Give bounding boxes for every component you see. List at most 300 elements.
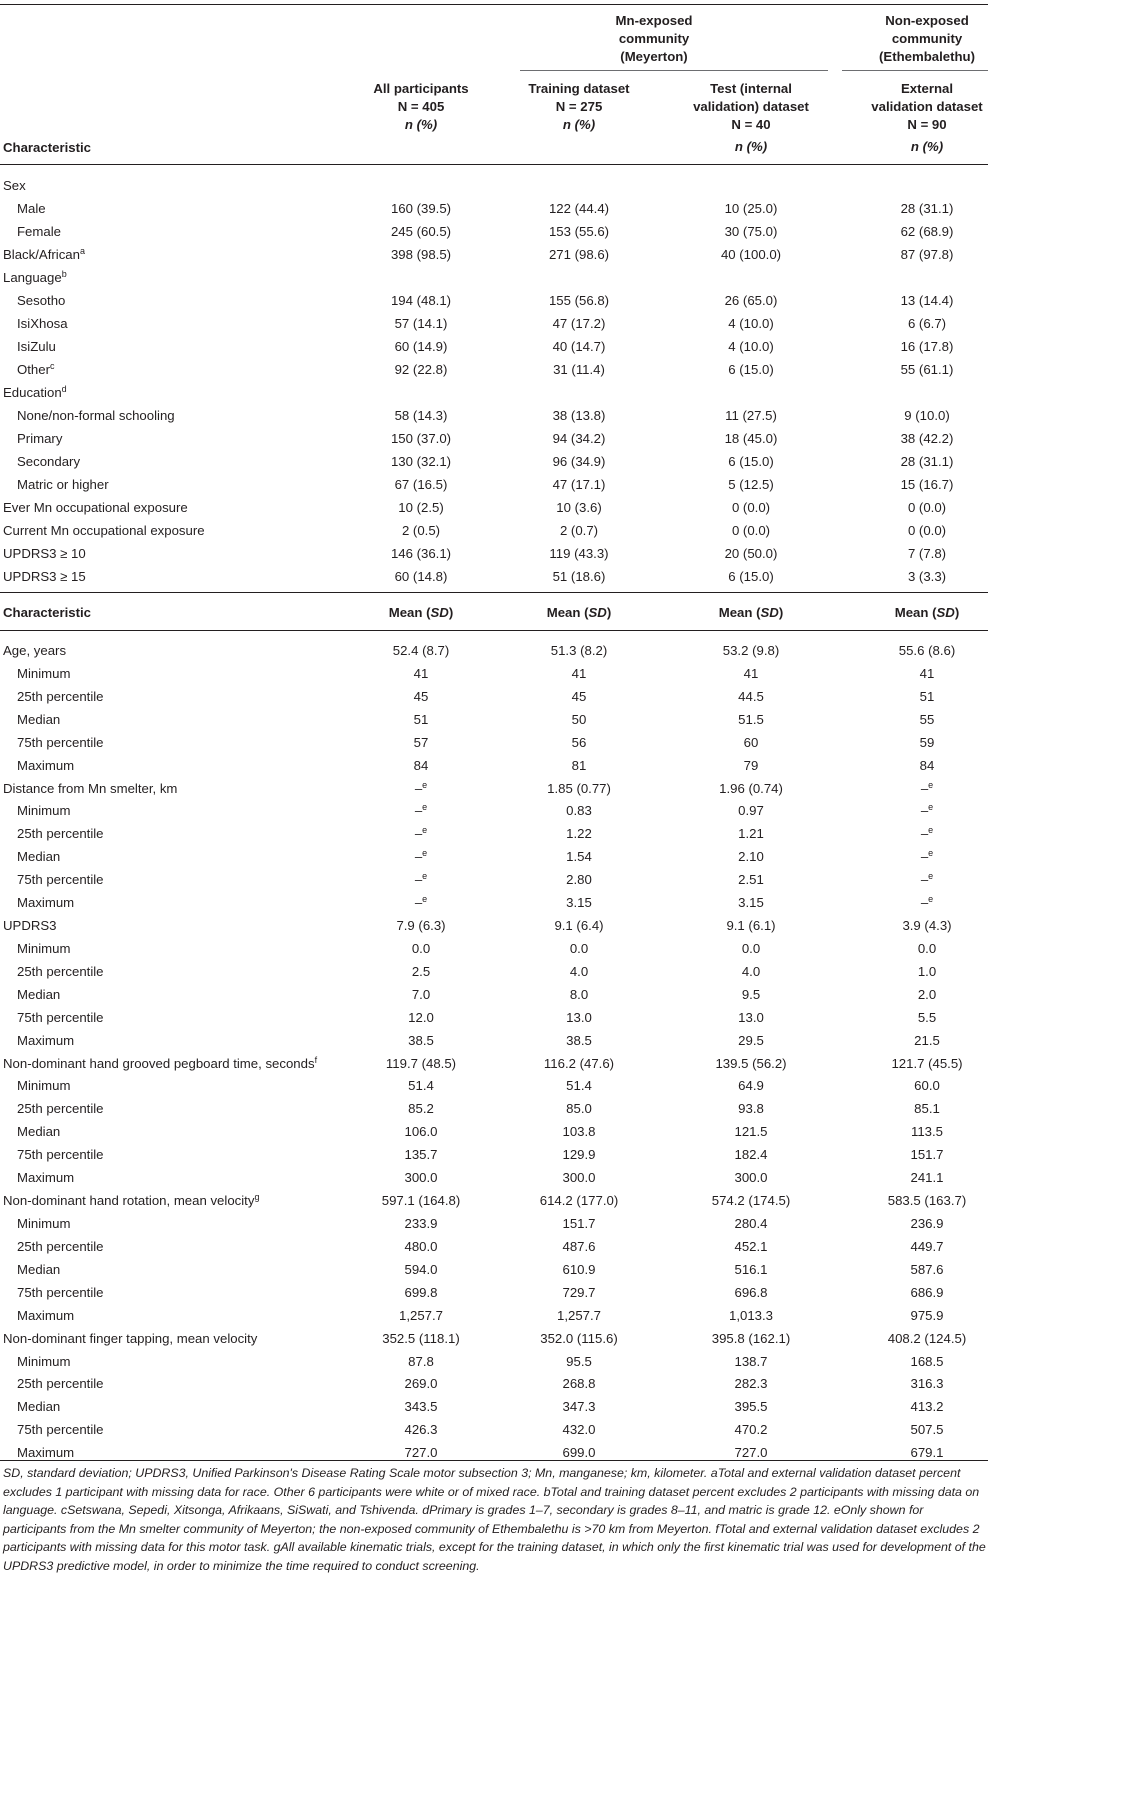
- section1-row-label: [17, 314, 68, 333]
- section2-row-value: 0.0: [411, 940, 431, 956]
- section2-row-value: 182.4: [734, 1147, 768, 1163]
- section1-row-value: 130 (32.1): [390, 454, 452, 469]
- section2-row-value: 975.9: [910, 1307, 944, 1323]
- section2-row-value: 93.8: [738, 1101, 764, 1117]
- section1-row-value: 122 (44.4): [548, 201, 610, 216]
- section2-row-value: 4.0: [741, 963, 761, 979]
- section1-row-value: 18 (45.0): [724, 431, 778, 446]
- section1-row-value: 20 (50.0): [724, 546, 778, 561]
- section2-row-value: 426.3: [404, 1422, 438, 1438]
- section2-row-label: [3, 1329, 257, 1348]
- section2-row-value: 121.5: [734, 1124, 768, 1140]
- section2-row-value: 699.0: [562, 1445, 596, 1461]
- section2-row-value: 139.5 (56.2): [715, 1055, 787, 1071]
- row-label-text: Minimum: [17, 1078, 71, 1094]
- section2-row-value: 59: [919, 734, 935, 750]
- section1-row-value: 153 (55.6): [548, 224, 610, 239]
- section2-row-value: 5.5: [917, 1009, 937, 1025]
- row-label-text: Non-dominant hand rotation, mean velocity: [3, 1193, 255, 1209]
- section2-row-value: 282.3: [734, 1376, 768, 1392]
- section2-row-label: [17, 1031, 74, 1050]
- row-label-text: 25th percentile: [17, 826, 104, 842]
- row-label-text: IsiXhosa: [17, 316, 68, 331]
- section1-row-label: [3, 245, 85, 264]
- section2-row-label: [17, 870, 104, 889]
- section2-row-value: 727.0: [404, 1445, 438, 1461]
- footnote-marker: f: [314, 1054, 318, 1065]
- section1-row-value: 16 (17.8): [900, 339, 954, 354]
- section2-row-label: [17, 1237, 104, 1256]
- section2-row-value: 1.21: [738, 826, 764, 842]
- section1-row-label: [3, 268, 67, 287]
- section2-row-label: [17, 939, 70, 958]
- section2-row-value: 1.0: [917, 963, 937, 979]
- section2-row-value: 87.8: [408, 1353, 434, 1369]
- row-label-text: Maximum: [17, 757, 75, 773]
- section2-row-value: 395.5: [734, 1399, 768, 1415]
- row-label-text: Median: [17, 711, 61, 727]
- section1-row-value: 47 (17.2): [552, 316, 606, 331]
- section2-row-value: 45: [571, 688, 587, 704]
- section1-row-value: 60 (14.9): [394, 339, 448, 354]
- mid-rule-2: [0, 630, 988, 631]
- row-label-text: Black/African: [3, 247, 80, 262]
- section2-row-value: 57: [413, 734, 429, 750]
- section2-row-value: –$^e$: [414, 894, 428, 911]
- section1-row-value: 9 (10.0): [904, 408, 950, 423]
- section1-row-label: [17, 337, 56, 356]
- row-label-text: 25th percentile: [17, 1101, 104, 1117]
- footnote-text: SD, standard deviation; UPDRS3, Unified Parkinson's Disease Rating Scale motor subsection 3; Mn, manganese; km, kilometer. aTotal and external validation dataset percent excludes 1 participant with missing data for race. Other 6 participants were white or of mixed race. bTotal and training dataset percent excludes 2 participants with missing data on language. cSetswana, Sepedi, Xitsonga, Afrikaans, SiSwati, and Tshivenda. dPrimary is grades 1–7, secondary is grades 8–11, and matric is grade 12. eOnly shown for participants from the Mn smelter community of Meyerton; the non-exposed community of Ethembalethu is >70 km from Meyerton. fTotal and external validation dataset excludes 2 participants with missing data for this motor task. gAll available kinematic trials, except for the training dataset, in which only the first kinematic trial was used for development of the UPDRS3 predictive model, in order to minimize the time required to conduct screening.: [3, 1466, 986, 1573]
- section1-row-value: 40 (100.0): [720, 247, 782, 262]
- section1-row-value: 4 (10.0): [728, 316, 774, 331]
- section1-row-label: [3, 176, 26, 195]
- section2-row-label: [17, 1122, 60, 1141]
- section1-row-value: 4 (10.0): [728, 339, 774, 354]
- section2-row-value: 29.5: [738, 1032, 764, 1048]
- section2-row-label: [17, 824, 104, 843]
- section1-row-value: 26 (65.0): [724, 293, 778, 308]
- section2-row-value: 116.2 (47.6): [543, 1055, 615, 1071]
- section2-row-value: 44.5: [738, 688, 764, 704]
- row-label-text: Non-dominant hand grooved pegboard time, seconds: [3, 1055, 315, 1071]
- footnote-marker: e: [928, 848, 934, 859]
- row-label-text: Median: [17, 986, 61, 1002]
- row-label-text: Minimum: [17, 803, 71, 819]
- section1-row-value: 119 (43.3): [549, 546, 609, 561]
- section2-row-label: [17, 893, 74, 912]
- row-label-text: UPDRS3 ≥ 15: [3, 569, 86, 584]
- section2-row-value: –$^e$: [920, 871, 934, 888]
- row-label-text: 25th percentile: [17, 963, 104, 979]
- section1-row-value: 38 (42.2): [900, 431, 954, 446]
- section1-row-label: [17, 429, 62, 448]
- section2-row-value: 352.5 (118.1): [382, 1330, 460, 1346]
- row-label-text: Maximum: [17, 1307, 75, 1323]
- section2-row-value: 79: [743, 757, 759, 773]
- section1-row-value: 10 (25.0): [724, 201, 778, 216]
- section2-row-value: 236.9: [910, 1216, 944, 1231]
- section2-row-value: 13.0: [566, 1009, 592, 1025]
- footnote-marker: e: [422, 802, 428, 813]
- group-header-exposed: Mn-exposed community (Meyerton): [615, 13, 693, 64]
- section2-row-value: 9.5: [741, 986, 761, 1002]
- section1-row-label: [17, 222, 61, 241]
- section2-row-value: 1,257.7: [557, 1307, 601, 1323]
- section2-row-value: 38.5: [408, 1032, 434, 1048]
- section2-row-value: 1.54: [566, 849, 592, 865]
- section2-row-value: –$^e$: [414, 779, 428, 796]
- section1-row-value: 94 (34.2): [552, 431, 606, 446]
- section2-row-value: 1,257.7: [399, 1307, 443, 1323]
- row-label-text: Female: [17, 224, 61, 239]
- section2-row-label: [17, 962, 104, 981]
- footnote-marker: g: [254, 1192, 260, 1203]
- section2-row-value: 41: [571, 665, 587, 681]
- section2-row-value: 594.0: [404, 1261, 438, 1277]
- section1-row-value: 38 (13.8): [552, 408, 606, 423]
- section1-row-value: 398 (98.5): [390, 247, 452, 262]
- section1-row-value: 57 (14.1): [394, 316, 448, 331]
- top-rule: [0, 4, 988, 5]
- section2-row-value: 516.1: [734, 1261, 768, 1277]
- footnote-marker: e: [928, 894, 934, 905]
- section1-row-label: [3, 521, 205, 540]
- row-label-text: 75th percentile: [17, 1147, 104, 1163]
- section2-row-value: 3.15: [566, 895, 592, 911]
- section2-row-value: 679.1: [910, 1445, 944, 1461]
- section2-row-value: 7.9 (6.3): [396, 918, 446, 934]
- mean-sd-column-header: Mean (SD): [718, 605, 784, 620]
- section2-row-label: [17, 1397, 60, 1416]
- table-footnote: [3, 1464, 987, 1575]
- section1-row-value: 31 (11.4): [553, 362, 605, 377]
- section1-row-label: [3, 544, 86, 563]
- row-label-text: Non-dominant finger tapping, mean velocity: [3, 1330, 258, 1346]
- section2-row-value: 45: [413, 688, 429, 704]
- section2-row-value: 85.0: [566, 1101, 592, 1117]
- section1-row-value: 10 (3.6): [556, 500, 602, 515]
- row-label-text: None/non-formal schooling: [17, 408, 175, 423]
- section2-row-value: 0.83: [566, 803, 592, 819]
- section2-row-value: 9.1 (6.1): [726, 918, 776, 934]
- section2-row-value: 300.0: [562, 1170, 596, 1186]
- section2-row-value: 449.7: [910, 1238, 944, 1254]
- section1-row-value: 271 (98.6): [548, 247, 610, 262]
- footnote-marker: a: [79, 246, 85, 256]
- section2-row-value: 408.2 (124.5): [887, 1330, 967, 1346]
- row-label-text: 25th percentile: [17, 1238, 104, 1254]
- section1-row-label: [17, 291, 65, 310]
- row-label-text: Maximum: [17, 1445, 75, 1461]
- row-label-text: Matric or higher: [17, 477, 109, 492]
- section2-row-value: 51.5: [738, 711, 764, 727]
- footnote-marker: d: [61, 384, 67, 394]
- section1-row-value: 51 (18.6): [552, 569, 606, 584]
- section1-row-value: 55 (61.1): [900, 362, 954, 377]
- section2-row-value: 9.1 (6.4): [554, 918, 604, 934]
- section2-row-value: 0.97: [738, 803, 764, 819]
- section2-row-value: 50: [571, 711, 587, 727]
- section2-row-label: [17, 664, 70, 683]
- footnote-marker: e: [928, 779, 934, 790]
- section2-row-label: [3, 779, 177, 798]
- row-label-text: Median: [17, 1261, 61, 1277]
- section2-row-value: 300.0: [734, 1170, 768, 1186]
- section2-row-value: 480.0: [404, 1238, 438, 1254]
- section2-row-value: 38.5: [566, 1032, 592, 1048]
- section2-row-value: –$^e$: [414, 848, 428, 865]
- col-header-test: Test (internal validation) dataset N = 40 n (%): [693, 81, 809, 154]
- section1-row-value: 2 (0.7): [559, 523, 599, 538]
- section2-row-value: 60: [743, 734, 759, 750]
- section2-row-value: 269.0: [404, 1376, 438, 1392]
- section2-row-value: 12.0: [408, 1009, 434, 1025]
- section2-row-value: 1.96 (0.74): [719, 780, 783, 796]
- footnote-marker: e: [422, 848, 428, 859]
- section2-row-value: 13.0: [738, 1009, 764, 1025]
- footnote-marker: e: [928, 871, 934, 882]
- row-label-text: 75th percentile: [17, 734, 104, 750]
- section1-row-value: 10 (2.5): [398, 500, 444, 515]
- section1-row-value: 40 (14.7): [552, 339, 606, 354]
- row-label-text: Distance from Mn smelter, km: [3, 780, 178, 796]
- section2-row-value: 1.22: [566, 826, 592, 842]
- section1-row-value: 0 (0.0): [907, 523, 947, 538]
- section1-row-value: 0 (0.0): [731, 500, 771, 515]
- section2-row-label: [17, 801, 70, 820]
- section2-row-value: 4.0: [569, 963, 589, 979]
- row-label-text: Minimum: [17, 665, 71, 681]
- section1-row-value: 2 (0.5): [401, 523, 441, 538]
- section2-row-value: 470.2: [734, 1422, 768, 1438]
- section2-row-label: [17, 1306, 74, 1325]
- section2-row-value: 168.5: [910, 1353, 944, 1369]
- section2-row-value: 2.80: [566, 872, 592, 888]
- section1-row-label: [17, 475, 109, 494]
- row-label-text: Sesotho: [17, 293, 66, 308]
- section2-row-value: 347.3: [562, 1399, 596, 1415]
- section2-row-label: [17, 1374, 104, 1393]
- row-label-text: Minimum: [17, 940, 71, 956]
- col-header-training: Training dataset N = 275 n (%): [528, 81, 630, 132]
- section2-row-label: [17, 847, 60, 866]
- section2-row-value: 64.9: [738, 1078, 764, 1094]
- row-label-text: UPDRS3 ≥ 10: [3, 546, 86, 561]
- section1-row-value: 58 (14.3): [394, 408, 448, 423]
- section2-row-value: 727.0: [734, 1445, 768, 1461]
- section2-row-label: [17, 1168, 74, 1187]
- section2-row-value: 95.5: [566, 1353, 592, 1369]
- section2-row-value: 55.6 (8.6): [898, 643, 956, 658]
- row-label-text: 75th percentile: [17, 1284, 104, 1300]
- section2-row-label: [17, 1214, 70, 1233]
- section2-row-label: [17, 985, 60, 1004]
- row-label-text: Median: [17, 849, 61, 865]
- group-underline-nonexposed: [842, 70, 988, 71]
- section1-row-value: 194 (48.1): [390, 293, 452, 308]
- characteristic-header: Characteristic: [3, 140, 91, 155]
- section2-row-label: [17, 1008, 104, 1027]
- row-label-text: Male: [17, 201, 46, 216]
- section2-row-value: –$^e$: [920, 802, 934, 819]
- section2-row-value: 51.3 (8.2): [550, 643, 608, 658]
- section1-row-label: [3, 567, 86, 586]
- section2-row-value: 583.5 (163.7): [887, 1193, 967, 1209]
- section1-row-value: 245 (60.5): [390, 224, 452, 239]
- section1-row-value: 96 (34.9): [552, 454, 606, 469]
- section2-row-value: 1,013.3: [729, 1307, 773, 1323]
- section1-row-label: [3, 383, 67, 402]
- row-label-text: Primary: [17, 431, 63, 446]
- section2-row-value: 452.1: [734, 1238, 768, 1254]
- section2-row-value: 51: [413, 711, 429, 727]
- section1-row-value: 146 (36.1): [390, 546, 452, 561]
- row-label-text: Minimum: [17, 1216, 71, 1231]
- section2-row-value: –$^e$: [414, 802, 428, 819]
- section1-row-value: 0 (0.0): [731, 523, 771, 538]
- section2-row-value: 52.4 (8.7): [392, 643, 450, 658]
- col-header-all: All participants N = 405 n (%): [373, 81, 469, 132]
- section1-row-value: 11 (27.5): [725, 408, 777, 423]
- section2-row-value: 121.7 (45.5): [891, 1055, 963, 1071]
- mean-sd-column-header: Mean (SD): [388, 605, 454, 620]
- section2-row-value: 241.1: [910, 1170, 944, 1186]
- section1-row-label: [17, 360, 54, 379]
- section2-row-value: 432.0: [562, 1422, 596, 1438]
- section2-row-value: 3.9 (4.3): [902, 918, 952, 934]
- section2-row-value: 53.2 (9.8): [722, 643, 780, 658]
- row-label-text: Language: [3, 270, 62, 285]
- section2-row-label: [17, 710, 60, 729]
- section2-row-value: 2.10: [738, 849, 764, 865]
- section2-row-label: [3, 641, 66, 660]
- section2-row-label: [17, 756, 74, 775]
- footnote-marker: e: [422, 779, 428, 790]
- section1-row-value: 6 (15.0): [728, 569, 774, 584]
- col-header-external: External validation dataset N = 90 n (%): [871, 81, 983, 154]
- section2-row-value: 233.9: [404, 1216, 438, 1231]
- section2-row-value: 597.1 (164.8): [381, 1193, 461, 1209]
- footnote-marker: e: [422, 825, 428, 836]
- row-label-text: 75th percentile: [17, 1422, 104, 1438]
- section1-row-label: [17, 452, 80, 471]
- section2-row-value: 51: [919, 688, 935, 704]
- section2-row-value: 56: [571, 734, 587, 750]
- section2-row-value: 316.3: [910, 1376, 944, 1392]
- section1-row-value: 87 (97.8): [900, 247, 954, 262]
- section2-row-value: –$^e$: [920, 894, 934, 911]
- section2-row-value: 41: [413, 665, 429, 681]
- footnote-marker: e: [422, 894, 428, 905]
- footnote-marker: e: [928, 802, 934, 813]
- section2-row-value: 151.7: [562, 1216, 596, 1231]
- section2-row-label: [17, 1145, 104, 1164]
- row-label-text: 75th percentile: [17, 1009, 104, 1025]
- row-label-text: Maximum: [17, 1170, 75, 1186]
- section1-row-value: 150 (37.0): [390, 431, 452, 446]
- section1-row-label: [3, 498, 188, 517]
- section2-row-value: 300.0: [404, 1170, 438, 1186]
- section2-row-value: 280.4: [734, 1216, 768, 1231]
- section1-row-label: [17, 199, 46, 218]
- row-label-text: 25th percentile: [17, 1376, 104, 1392]
- section2-row-label: [17, 1260, 60, 1279]
- row-label-text: Education: [3, 385, 62, 400]
- section2-row-value: 3.15: [738, 895, 764, 911]
- section2-row-value: 60.0: [914, 1078, 940, 1094]
- section1-row-value: 92 (22.8): [394, 362, 448, 377]
- section2-row-label: [17, 1420, 104, 1439]
- section2-row-value: 21.5: [914, 1032, 940, 1048]
- section2-row-value: 55: [919, 711, 935, 727]
- section2-row-value: 487.6: [562, 1238, 596, 1254]
- section2-row-value: 413.2: [910, 1399, 944, 1415]
- section2-row-value: 8.0: [569, 986, 589, 1002]
- section2-row-value: 129.9: [562, 1147, 596, 1163]
- footnote-marker: e: [422, 871, 428, 882]
- section2-row-value: 2.5: [411, 963, 431, 979]
- section1-row-value: 28 (31.1): [900, 201, 954, 216]
- footnote-marker: b: [61, 269, 67, 279]
- row-label-text: Median: [17, 1399, 61, 1415]
- section2-row-value: –$^e$: [414, 871, 428, 888]
- section2-row-label: [3, 916, 57, 935]
- section2-row-value: 574.2 (174.5): [711, 1193, 791, 1209]
- mean-sd-column-header: Mean (SD): [546, 605, 612, 620]
- row-label-text: Minimum: [17, 1353, 71, 1369]
- row-label-text: Sex: [3, 178, 26, 193]
- section2-row-value: 343.5: [404, 1399, 438, 1415]
- section1-row-value: 155 (56.8): [548, 293, 610, 308]
- group-header-nonexposed: Non-exposed community (Ethembalethu): [879, 13, 975, 64]
- section1-row-value: 7 (7.8): [907, 546, 947, 561]
- section1-row-value: 15 (16.7): [900, 477, 954, 492]
- section2-row-label: [3, 1054, 317, 1073]
- row-label-text: UPDRS3: [3, 918, 57, 934]
- section2-row-value: 0.0: [741, 940, 761, 956]
- section2-row-value: 352.0 (115.6): [540, 1330, 618, 1346]
- row-label-text: Age, years: [3, 643, 67, 658]
- section1-row-value: 5 (12.5): [728, 477, 774, 492]
- section2-row-value: –$^e$: [920, 825, 934, 842]
- row-label-text: 25th percentile: [17, 688, 104, 704]
- section1-row-value: 6 (15.0): [728, 454, 774, 469]
- section2-row-value: –$^e$: [414, 825, 428, 842]
- section2-row-value: 729.7: [562, 1284, 596, 1300]
- section2-row-value: 106.0: [404, 1124, 438, 1140]
- section2-row-value: 614.2 (177.0): [539, 1193, 619, 1209]
- section2-row-label: [17, 1099, 104, 1118]
- section2-row-value: 84: [413, 757, 429, 773]
- bottom-rule: [0, 1460, 988, 1461]
- row-label-text: Secondary: [17, 454, 81, 469]
- section2-row-value: 268.8: [562, 1376, 596, 1392]
- section2-row-value: 0.0: [569, 940, 589, 956]
- section2-row-value: 1.85 (0.77): [547, 780, 611, 796]
- section2-row-value: 138.7: [734, 1353, 768, 1369]
- section2-row-value: 85.1: [914, 1101, 940, 1117]
- section2-row-label: [17, 1076, 70, 1095]
- row-label-text: Median: [17, 1124, 61, 1140]
- section2-row-label: [17, 733, 104, 752]
- section1-row-value: 6 (15.0): [728, 362, 774, 377]
- row-label-text: Ever Mn occupational exposure: [3, 500, 188, 515]
- section1-row-value: 160 (39.5): [390, 201, 452, 216]
- section1-row-value: 28 (31.1): [900, 454, 954, 469]
- section2-row-value: 85.2: [408, 1101, 434, 1117]
- section2-row-value: 0.0: [917, 940, 937, 956]
